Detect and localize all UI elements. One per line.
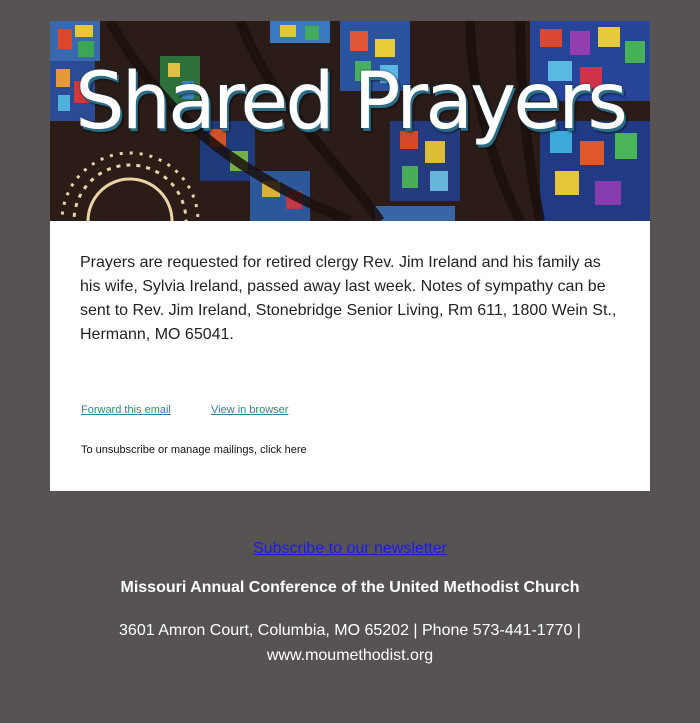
unsubscribe-link[interactable]: To unsubscribe or manage mailings, click here [81,444,307,456]
email-card [50,21,650,491]
subscribe-newsletter-link[interactable]: Subscribe to our newsletter [253,540,447,557]
prayer-request-text: Prayers are requested for retired clergy Rev. Jim Ireland and his family as his wife, Sylvia Ireland, passed away last week. Notes of sympathy can be sent to Rev. Jim Ireland, Stonebridge Senior Living, Rm 611, 1800 Wein St., Hermann, MO 65041. [80,254,617,343]
header-banner [50,21,650,221]
forward-email-link[interactable]: Forward this email [81,404,171,416]
banner-title: Shared Prayers [75,57,625,147]
view-in-browser-link[interactable]: View in browser [211,404,289,416]
organization-name: Missouri Annual Conference of the United Methodist Church [120,579,580,596]
organization-address: 3601 Amron Court, Columbia, MO 65202 | Phone 573-441-1770 | www.moumethodist.org [119,622,581,664]
footer [0,540,700,668]
